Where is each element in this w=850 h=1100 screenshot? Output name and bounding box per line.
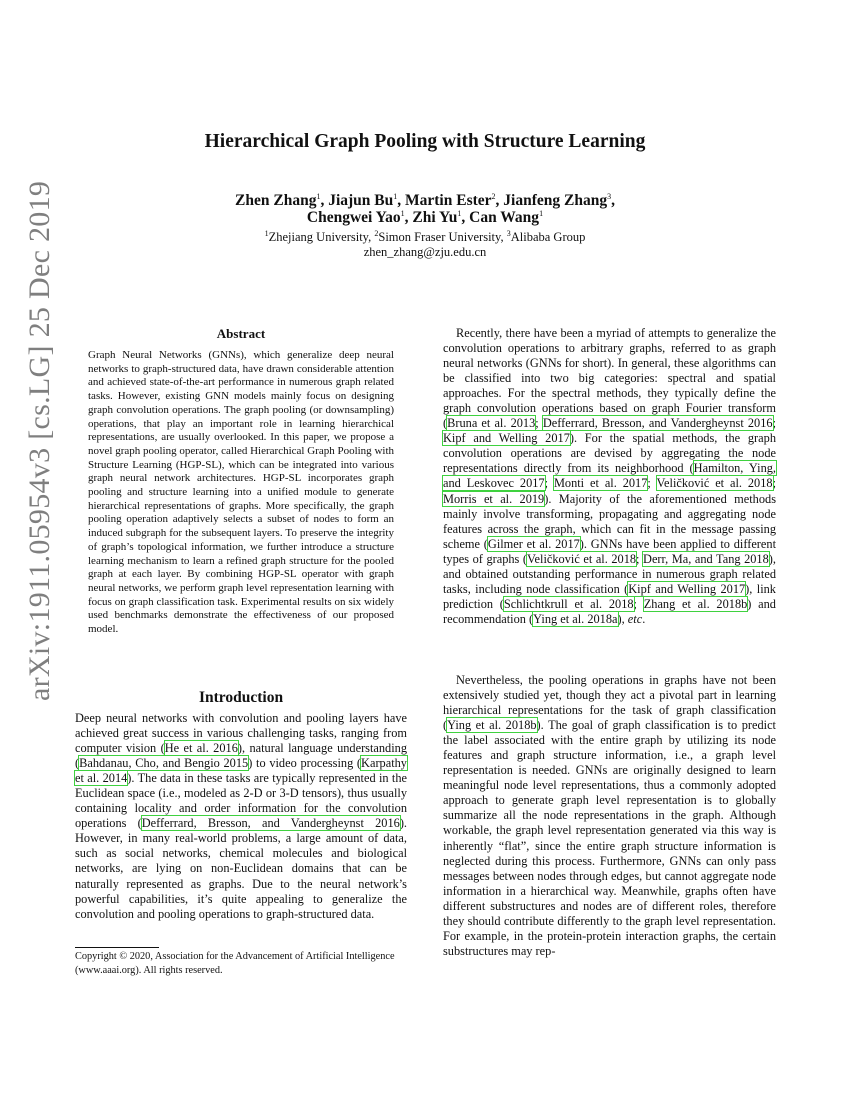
author-affiliation-mark: 1 <box>457 208 462 218</box>
author-name: Can Wang <box>469 209 540 226</box>
abstract-text: Graph Neural Networks (GNNs), which generalize deep neural networks to graph-structured data, have drawn considerable attention and achieved state-of-the-art performance in numerous graph related tasks. However, existing GNN models mainly focus on designing graph convolution operations. The graph pooling (or downsampling) operations, that play an important role in learning hierarchical representations, are usually overlooked. In this paper, we propose a novel graph pooling operator, called Hierarchical Graph Pooling with Structure Learning (HGP-SL), which can be integrated into various graph neural network architectures. HGP-SL incorporates graph pooling and structure learning into a unified module to generate hierarchical representations of graphs. More specifically, the graph pooling operation adaptively selects a subset of nodes to form an induced subgraph for the subsequent layers. To preserve the integrity of graph’s topological information, we further introduce a structure learning mechanism to learn a refined graph structure for the pooled graph at each layer. By combining HGP-SL operator with graph neural networks, we perform graph level representation learning with focus on graph classification task. Experimental results on six widely used benchmarks demonstrate the effectiveness of our proposed model. <box>88 349 394 636</box>
footnote-rule <box>75 947 159 948</box>
citation-link[interactable]: Derr, Ma, and Tang 2018 <box>643 551 769 566</box>
citation-link[interactable]: Defferrard, Bresson, and Vandergheynst 2016 <box>542 416 773 431</box>
citation-link[interactable]: Kipf and Welling 2017 <box>443 431 570 446</box>
affiliations <box>0 230 850 260</box>
author-affiliation-mark: 3 <box>607 191 612 201</box>
pooling-motivation-paragraph: Nevertheless, the pooling operations in graphs have not been extensively studied yet, though they act a pivotal part in learning hierarchical representations for the task of graph classification (Ying et al. 2018b). The goal of graph classification is to predict the label associated with the entire graph by utilizing its node features and graph structure information, i.e., a graph level representation is needed. GNNs are originally designed to learn meaningful node level representations, thus a commonly adopted approach to generate graph level representation is to globally summarize all the node representations in the graph. Although workable, the graph level representation generated via this way is inherently “flat”, since the entire graph structure information is neglected during this process. Furthermore, GNNs can only pass messages between nodes through edges, but cannot aggregate node information in a hierarchical way. Meanwhile, graphs often have different substructures and nodes are of different roles, therefore they should contribute differently to the graph level representation. For example, in the protein-protein interaction graphs, the certain substructures may rep- <box>443 673 776 958</box>
affiliation-name: Zhejiang University <box>268 230 369 244</box>
introduction-paragraph: Deep neural networks with convolution and pooling layers have achieved great success in various challenging tasks, ranging from computer vision (He et al. 2016), natural language understanding (Bahdanau, Cho, and Bengio 2015) to video processing (Karpathy et al. 2014). The data in these tasks are typically represented in the Euclidean space (i.e., modeled as 2-D or 3-D tensors), thus usually containing locality and order information for the convolution operations (Defferrard, Bresson, and Vandergheynst 2016). However, in many real-world problems, a large amount of data, such as social networks, chemical molecules and biological networks, are lying on non-Euclidean domains that can be naturally represented as graphs. Due to the neural network’s powerful capabilities, it’s quite appealing to generalize the convolution and pooling operations to graph-structured data. <box>75 711 408 921</box>
author-name: Zhen Zhang <box>235 192 317 209</box>
affiliation-mark: 2 <box>374 228 379 238</box>
affiliation-name: Simon Fraser University <box>378 230 501 244</box>
citation-link[interactable]: Veličković et al. 2018 <box>527 551 637 566</box>
citation-link[interactable]: Morris et al. 2019 <box>443 491 545 506</box>
arxiv-stamp: arXiv:1911.05954v3 [cs.LG] 25 Dec 2019 <box>23 180 56 701</box>
author-name: Martin Ester <box>405 192 492 209</box>
citation-link[interactable]: Karpathy et al. 2014 <box>75 756 407 786</box>
author-affiliation-mark: 1 <box>393 191 398 201</box>
citation-link[interactable]: Zhang et al. 2018b <box>643 596 748 611</box>
author-list <box>0 192 850 226</box>
affiliation-mark: 1 <box>264 228 269 238</box>
citation-link[interactable]: Ying et al. 2018b <box>447 718 537 733</box>
author-affiliation-mark: 1 <box>316 191 321 201</box>
citation-link[interactable]: Bahdanau, Cho, and Bengio 2015 <box>79 756 249 771</box>
introduction-heading: Introduction <box>198 689 284 706</box>
citation-link[interactable]: Defferrard, Bresson, and Vandergheynst 2016 <box>141 816 400 831</box>
paper-title: Hierarchical Graph Pooling with Structure Learning <box>204 131 646 152</box>
citation-link[interactable]: Gilmer et al. 2017 <box>487 536 580 551</box>
author-name: Jiajun Bu <box>328 192 394 209</box>
author-line-2: Chengwei Yao$^1$, Zhi Yu$^1$, Can Wang$^1$ <box>306 208 544 226</box>
citation-link[interactable]: Ying et al. 2018a <box>533 611 618 626</box>
author-email: zhen_zhang@zju.edu.cn <box>363 245 487 259</box>
citation-link[interactable]: Bruna et al. 2013 <box>447 416 536 431</box>
affiliation-mark: 3 <box>506 228 511 238</box>
affiliation-name: Alibaba Group <box>510 230 586 244</box>
author-name: Jianfeng Zhang <box>503 192 608 209</box>
citation-link[interactable]: He et al. 2016 <box>164 741 238 756</box>
affiliation-line: $^1$Zhejiang University, $^2$Simon Fraser University, $^3$Alibaba Group <box>264 228 586 244</box>
citation-link[interactable]: Schlichtkrull et al. 2018 <box>503 596 634 611</box>
citation-link[interactable]: Veličković et al. 2018 <box>656 476 773 491</box>
author-name: Chengwei Yao <box>306 209 401 226</box>
author-affiliation-mark: 1 <box>400 208 405 218</box>
author-name: Zhi Yu <box>412 209 458 226</box>
related-work-paragraph: Recently, there have been a myriad of attempts to generalize the convolution operations to arbitrary graphs, referred to as graph neural networks (GNNs for short). In general, these algorithms can be classified into two big categories: spectral and spatial approaches. For the spectral methods, they typically define the graph convolution operations based on graph Fourier transform (Bruna et al. 2013; Defferrard, Bresson, and Vandergheynst 2016; Kipf and Welling 2017). For the spatial methods, the graph convolution operations are devised by aggregating the node representations directly from its neighborhood (Hamilton, Ying, and Leskovec 2017; Monti et al. 2017; Veličković et al. 2018; Morris et al. 2019). Majority of the aforementioned methods mainly involve transforming, propagating and aggregating node features across the graph, which can fit in the message passing scheme (Gilmer et al. 2017). GNNs have been applied to different types of graphs (Veličković et al. 2018; Derr, Ma, and Tang 2018), and obtained outstanding performance in numerous graph related tasks, including node classification (Kipf and Welling 2017), link prediction (Schlichtkrull et al. 2018; Zhang et al. 2018b) and recommendation (Ying et al. 2018a), etc. <box>443 326 777 626</box>
copyright-notice: Copyright © 2020, Association for the Advancement of Artificial Intelligence (www.aaai.org). All rights reserved. <box>75 951 395 976</box>
citation-link[interactable]: Kipf and Welling 2017 <box>628 581 746 596</box>
author-affiliation-mark: 1 <box>539 208 544 218</box>
author-affiliation-mark: 2 <box>491 191 496 201</box>
citation-link[interactable]: Hamilton, Ying, and Leskovec 2017 <box>443 461 776 491</box>
abstract-heading: Abstract <box>216 326 266 341</box>
author-line-1: Zhen Zhang$^1$, Jiajun Bu$^1$, Martin Ester$^2$, Jianfeng Zhang$^3$, <box>235 191 615 209</box>
citation-link[interactable]: Monti et al. 2017 <box>553 476 648 491</box>
italic-text: etc <box>627 611 643 626</box>
